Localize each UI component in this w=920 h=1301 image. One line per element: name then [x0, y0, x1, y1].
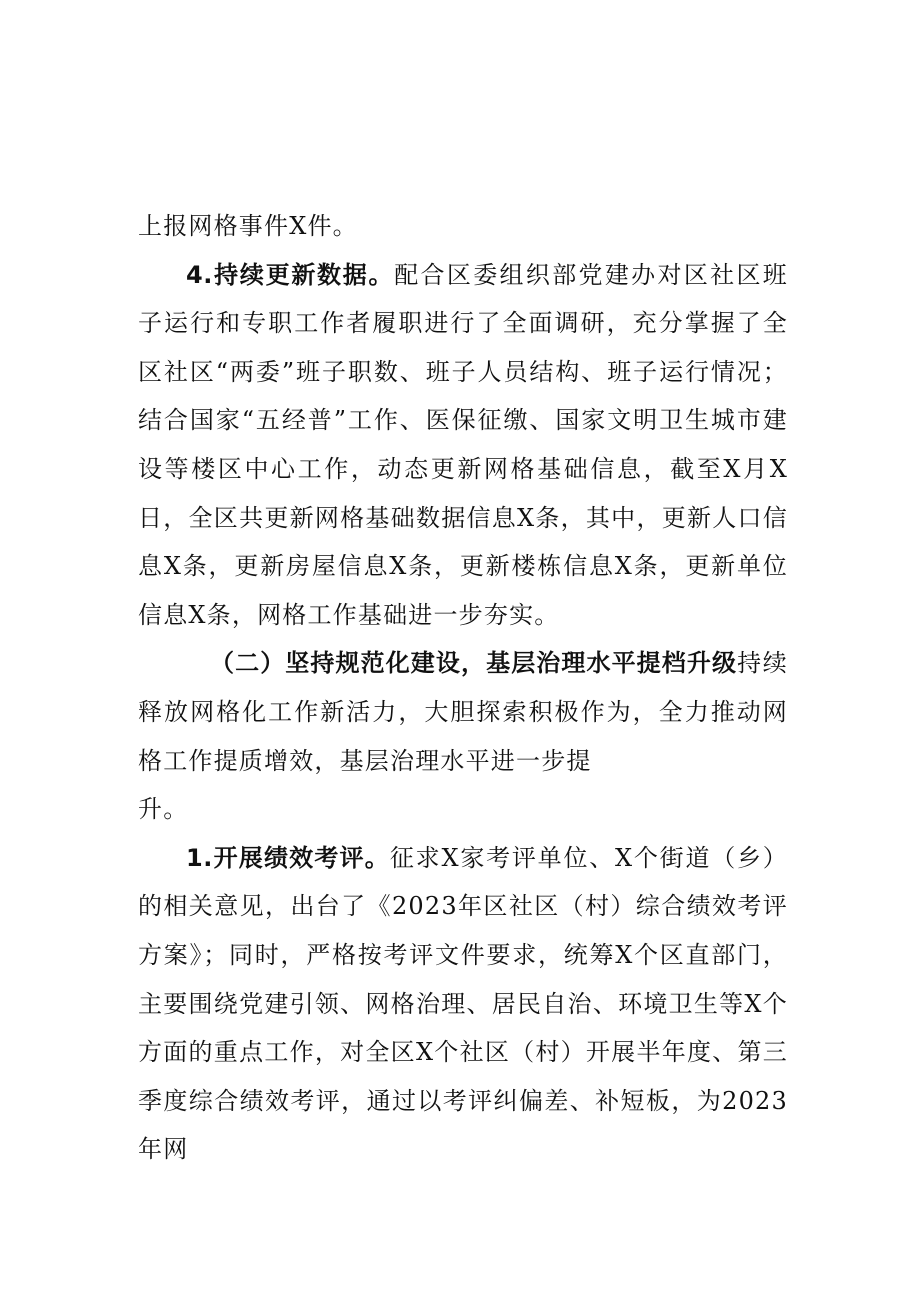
- paragraph-2-heading: 4.持续更新数据。: [186, 260, 395, 289]
- paragraph-4-heading: 1.开展绩效考评。: [186, 843, 390, 872]
- paragraph-3-heading: （二）坚持规范化建设，基层治理水平提档升级: [210, 649, 738, 678]
- paragraph-4-body: 征求X家考评单位、X个街道（乡）的相关意见，出台了《2023年区社区（村）综合绩效考评方案》；同时，严格按考评文件要求，统筹X个区直部门，主要围绕党建引领、网格治理、居民自治、环境卫生等X个方面的重点工作，对全区X个社区（村）开展半年度、第三季度综合绩效考评，通过以考评纠偏差、补短板，为2023年网: [138, 843, 789, 1164]
- paragraph-3-body: 持续释放网格化工作新活力，大胆探索积极作为，全力推动网格工作提质增效，基层治理水平进一步提: [138, 649, 788, 775]
- paragraph-1: [138, 202, 788, 251]
- paragraph-2: [138, 251, 788, 640]
- document-body: [138, 202, 788, 1174]
- paragraph-2-body: 配合区委组织部党建办对区社区班子运行和专职工作者履职进行了全面调研，充分掌握了全区社区“两委”班子职数、班子人员结构、班子运行情况；结合国家“五经普”工作、医保征缴、国家文明卫生城市建设等楼区中心工作，动态更新网格基础信息，截至X月X日，全区共更新网格基础数据信息X条，其中，更新人口信息X条，更新房屋信息X条，更新楼栋信息X条，更新单位信息X条，网格工作基础进一步夯实。: [138, 260, 789, 629]
- paragraph-1-text: 上报网格事件X件。: [138, 212, 358, 240]
- paragraph-4: [138, 834, 788, 1174]
- paragraph-3-tail: 升。: [138, 795, 189, 824]
- paragraph-3: [138, 639, 788, 833]
